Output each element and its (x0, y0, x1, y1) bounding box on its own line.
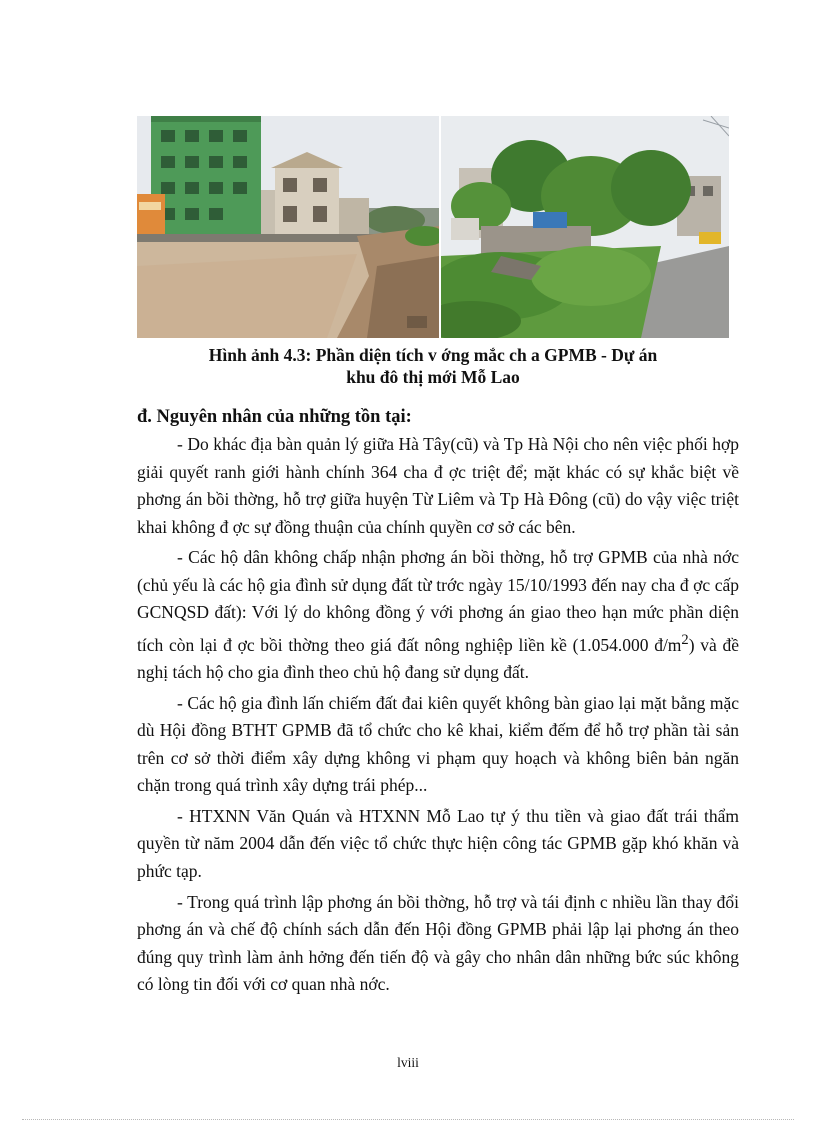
figure-photos (137, 116, 729, 338)
figure-caption (137, 344, 729, 388)
paragraph-2-part2: ) và đề nghị tách hộ cho gia đình theo chủ hộ đang sử dụng đất. (137, 634, 739, 683)
superscript-2: 2 (681, 631, 689, 648)
figure-caption-line1: Hình ảnh 4.3: Phần diện tích v ớng mắc ch a GPMB - Dự án (208, 345, 658, 365)
page-bottom-rule (22, 1119, 794, 1120)
paragraph-5: - Trong quá trình lập phơng án bồi thờng, hỗ trợ và tái định c nhiều lần thay đổi phơng án và chế độ chính sách dẫn đến Hội đồng GPMB phải lập lại phơng án theo đúng quy trình làm ảnh hởng đến tiến độ và gây cho nhân dân những bức súc không có lòng tin đối với cơ quan nhà nớc. (137, 891, 739, 995)
photo-right-vegetation (441, 116, 729, 338)
paragraph-3: - Các hộ gia đình lấn chiếm đất đai kiên quyết không bàn giao lại mặt bằng mặc dù Hội đồng BTHT GPMB đã tổ chức cho kê khai, kiểm đếm để hỗ trợ phần tài sản trên cơ sở thời điểm xây dựng không vi phạm quy hoạch và không biên bản ngăn chặn trong quá trình xây dựng trái phép... (137, 692, 739, 796)
paragraph-4: - HTXNN Văn Quán và HTXNN Mỗ Lao tự ý thu tiền và giao đất trái thẩm quyền từ năm 2004 dẫn đến việc tổ chức thực hiện công tác GPMB gặp khó khăn và phức tạp. (137, 805, 739, 881)
paragraph-1: - Do khác địa bàn quản lý giữa Hà Tây(cũ) và Tp Hà Nội cho nên việc phối hợp giải quyết ranh giới hành chính 364 cha đ ợc triệt để; mặt khác có sự khắc biệt về phơng án bồi thờng, hỗ trợ giữa huyện Từ Liêm và Tp Hà Đông (cũ) do vậy việc triệt khai không đ ợc sự đồng thuận của chính quyền cơ sở các bên. (137, 434, 739, 537)
paragraph-2 (137, 544, 739, 686)
body-text (137, 431, 739, 1002)
figure-caption-line2: khu đô thị mới Mỗ Lao (346, 367, 520, 387)
paragraph-2-part1: - Các hộ dân không chấp nhận phơng án bồi thờng, hỗ trợ GPMB của nhà nớc (chủ yếu là các hộ gia đình sử dụng đất từ trớc ngày 15/10/1993 đến nay cha đ ợc cấp GCNQSD đất): Với lý do không đồng ý với phơng án giao theo hạn mức phần diện tích còn lại đ ợc bồi thờng theo giá đất nông nghiệp liền kề (1.054.000 đ/m (137, 547, 739, 655)
section-heading: đ. Nguyên nhân của những tồn tại: (137, 407, 412, 427)
page-number: lviii (397, 1055, 419, 1070)
photo-left-road (137, 116, 439, 338)
